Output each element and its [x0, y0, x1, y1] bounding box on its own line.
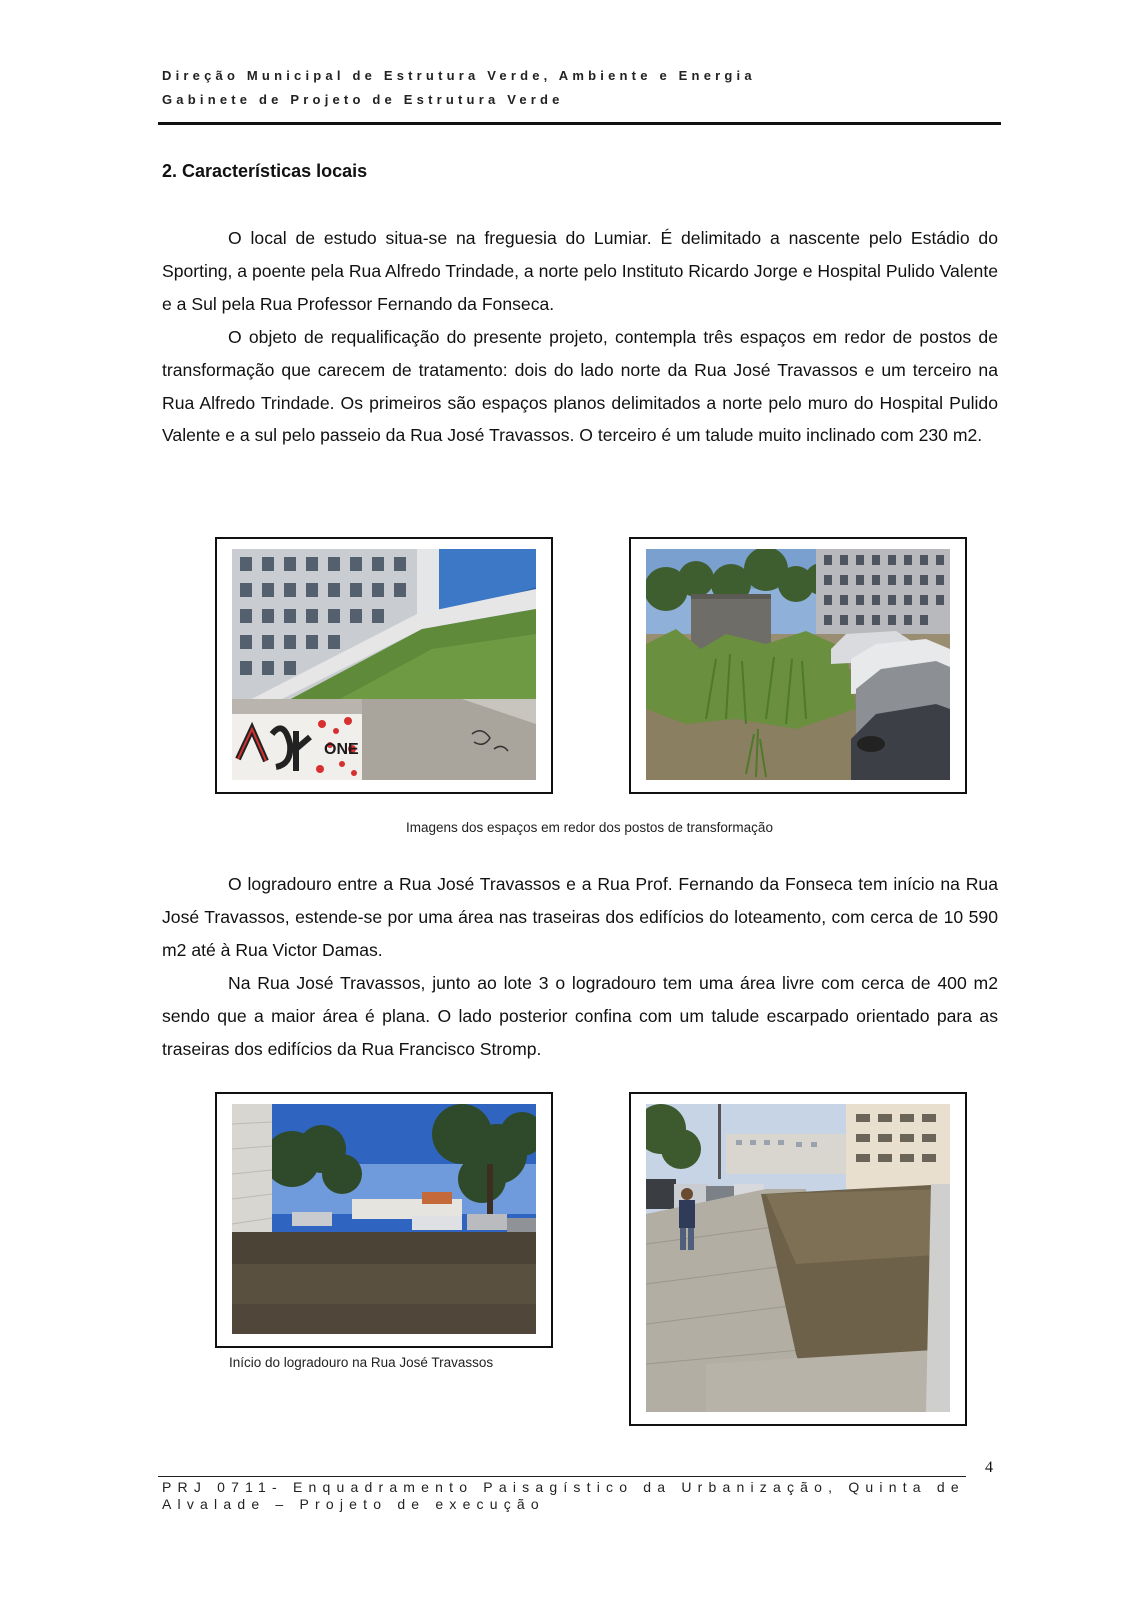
photo-frame-slope [215, 537, 553, 794]
paragraph-location: O local de estudo situa-se na freguesia do Lumiar. É delimitado a nascente pelo Estádio do Sporting, a poente pela Rua Alfredo Trindade, a norte pelo Instituto Ricardo Jorge e Hospital Pulido Valente e a Sul pela Rua Professor Fernando da Fonseca. [162, 228, 998, 314]
figure-caption-transformers: Imagens dos espaços em redor dos postos de transformação [406, 820, 773, 835]
photo-frame-sidewalk [629, 1092, 967, 1426]
paragraph-courtyard: O logradouro entre a Rua José Travassos e a Rua Prof. Fernando da Fonseca tem início na Rua José Travassos, estende-se por uma área nas traseiras dos edifícios do loteamento, com cerca de 10 590 m2 até à Rua Victor Damas. [162, 874, 998, 960]
footer-project-title: PRJ 0711- Enquadramento Paisagístico da Urbanização, Quinta de [162, 1479, 965, 1495]
header-divider [158, 122, 1001, 125]
figure-caption-courtyard: Início do logradouro na Rua José Travassos [229, 1355, 494, 1370]
photo-slope-graffiti [232, 549, 536, 780]
footer-divider [158, 1476, 966, 1477]
photo-sidewalk-pedestrian [646, 1104, 950, 1412]
photo-frame-courtyard [215, 1092, 553, 1348]
photo-courtyard-start [232, 1104, 536, 1334]
page-number: 4 [985, 1459, 993, 1476]
header-office: Gabinete de Projeto de Estrutura Verde [162, 92, 564, 107]
footer-project-subtitle: Alvalade – Projeto de execução [162, 1496, 545, 1512]
header-directorate: Direção Municipal de Estrutura Verde, Ambiente e Energia [162, 68, 756, 83]
photo-transformer-hut [646, 549, 950, 780]
graffiti-text: ONE [324, 741, 359, 758]
section-title: 2. Características locais [162, 161, 368, 181]
paragraph-lot-3: Na Rua José Travassos, junto ao lote 3 o logradouro tem uma área livre com cerca de 400 m2 sendo que a maior área é plana. O lado posterior confina com um talude escarpado orientado para as traseiras dos edifícios da Rua Francisco Stromp. [162, 973, 998, 1059]
photo-frame-transformer [629, 537, 967, 794]
paragraph-object: O objeto de requalificação do presente projeto, contempla três espaços em redor de postos de transformação que carecem de tratamento: dois do lado norte da Rua José Travassos e um terceiro na Rua Alfredo Trindade. Os primeiros são espaços planos delimitados a norte pelo muro do Hospital Pulido Valente e a sul pelo passeio da Rua José Travassos. O terceiro é um talude muito inclinado com 230 m2. [162, 327, 998, 446]
